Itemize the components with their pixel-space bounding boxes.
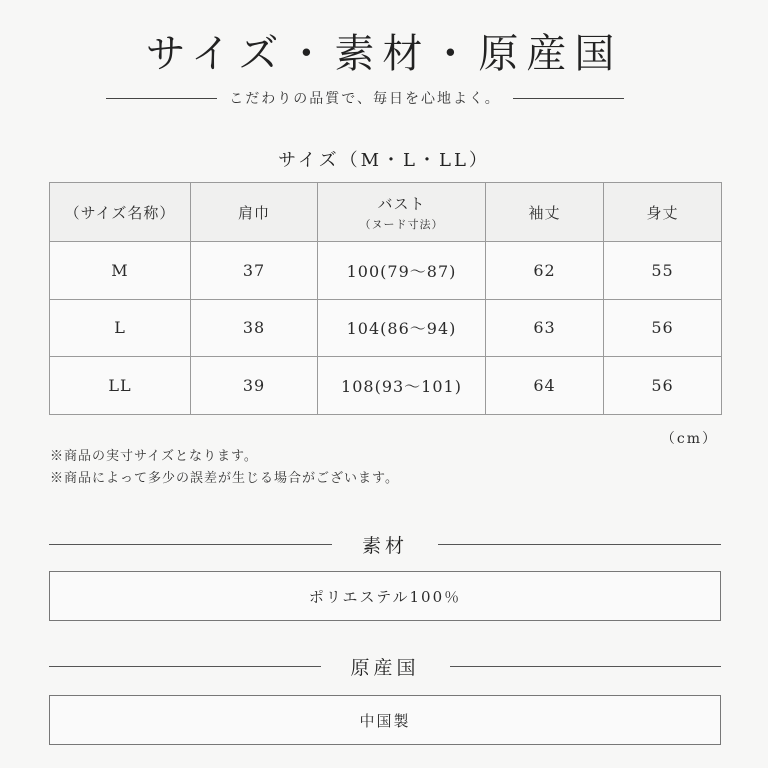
header-sleeve: 袖丈 [486,183,604,242]
table-row [50,357,722,415]
cell-length: 56 [604,299,722,357]
table-row [50,242,722,300]
cell-bust: 104(86～94) [318,299,486,357]
header-length: 身丈 [604,183,722,242]
subtitle-right-rule [513,98,624,99]
cell-bust: 100(79～87) [318,242,486,300]
size-table [49,182,722,415]
cell-sleeve: 63 [486,299,604,357]
cell-shoulder: 37 [191,242,318,300]
material-left-rule [49,544,332,545]
subtitle-left-rule [106,98,217,99]
material-heading-text: 素材 [362,534,409,557]
cell-sleeve: 64 [486,357,604,415]
cell-shoulder: 39 [191,357,318,415]
note-line: ※商品によって多少の誤差が生じる場合がございます。 [50,471,399,486]
origin-right-rule [450,666,722,667]
subtitle [106,88,624,108]
origin-heading [49,653,721,679]
page-title: サイズ・素材・原産国 [145,31,623,77]
cell-length: 56 [604,357,722,415]
table-row [50,299,722,357]
note-line: ※商品の実寸サイズとなります。 [50,449,258,464]
cell-length: 55 [604,242,722,300]
size-table-header-row [50,183,722,242]
cell-size: L [50,299,191,357]
material-right-rule [438,544,721,545]
material-heading [49,531,721,557]
cell-bust: 108(93～101) [318,357,486,415]
origin-value-box [49,695,721,745]
cell-size: LL [50,357,191,415]
cell-shoulder: 38 [191,299,318,357]
unit-label: （cm） [660,431,718,447]
header-bust-label: バスト [377,194,426,213]
origin-left-rule [49,666,321,667]
origin-heading-text: 原産国 [350,656,420,679]
material-value: ポリエステル100％ [308,587,462,606]
header-shoulder: 肩巾 [191,183,318,242]
header-size-name: （サイズ名称） [50,183,191,242]
header-bust [318,183,486,242]
origin-value: 中国製 [359,711,411,730]
cell-size: M [50,242,191,300]
material-value-box [49,571,721,621]
size-section-heading: サイズ（M・L・LL） [278,150,490,171]
header-bust-sub: （ヌード寸法） [359,217,444,231]
subtitle-text: こだわりの品質で、毎日を心地よく。 [229,91,501,107]
size-notes [50,446,399,490]
cell-sleeve: 62 [486,242,604,300]
